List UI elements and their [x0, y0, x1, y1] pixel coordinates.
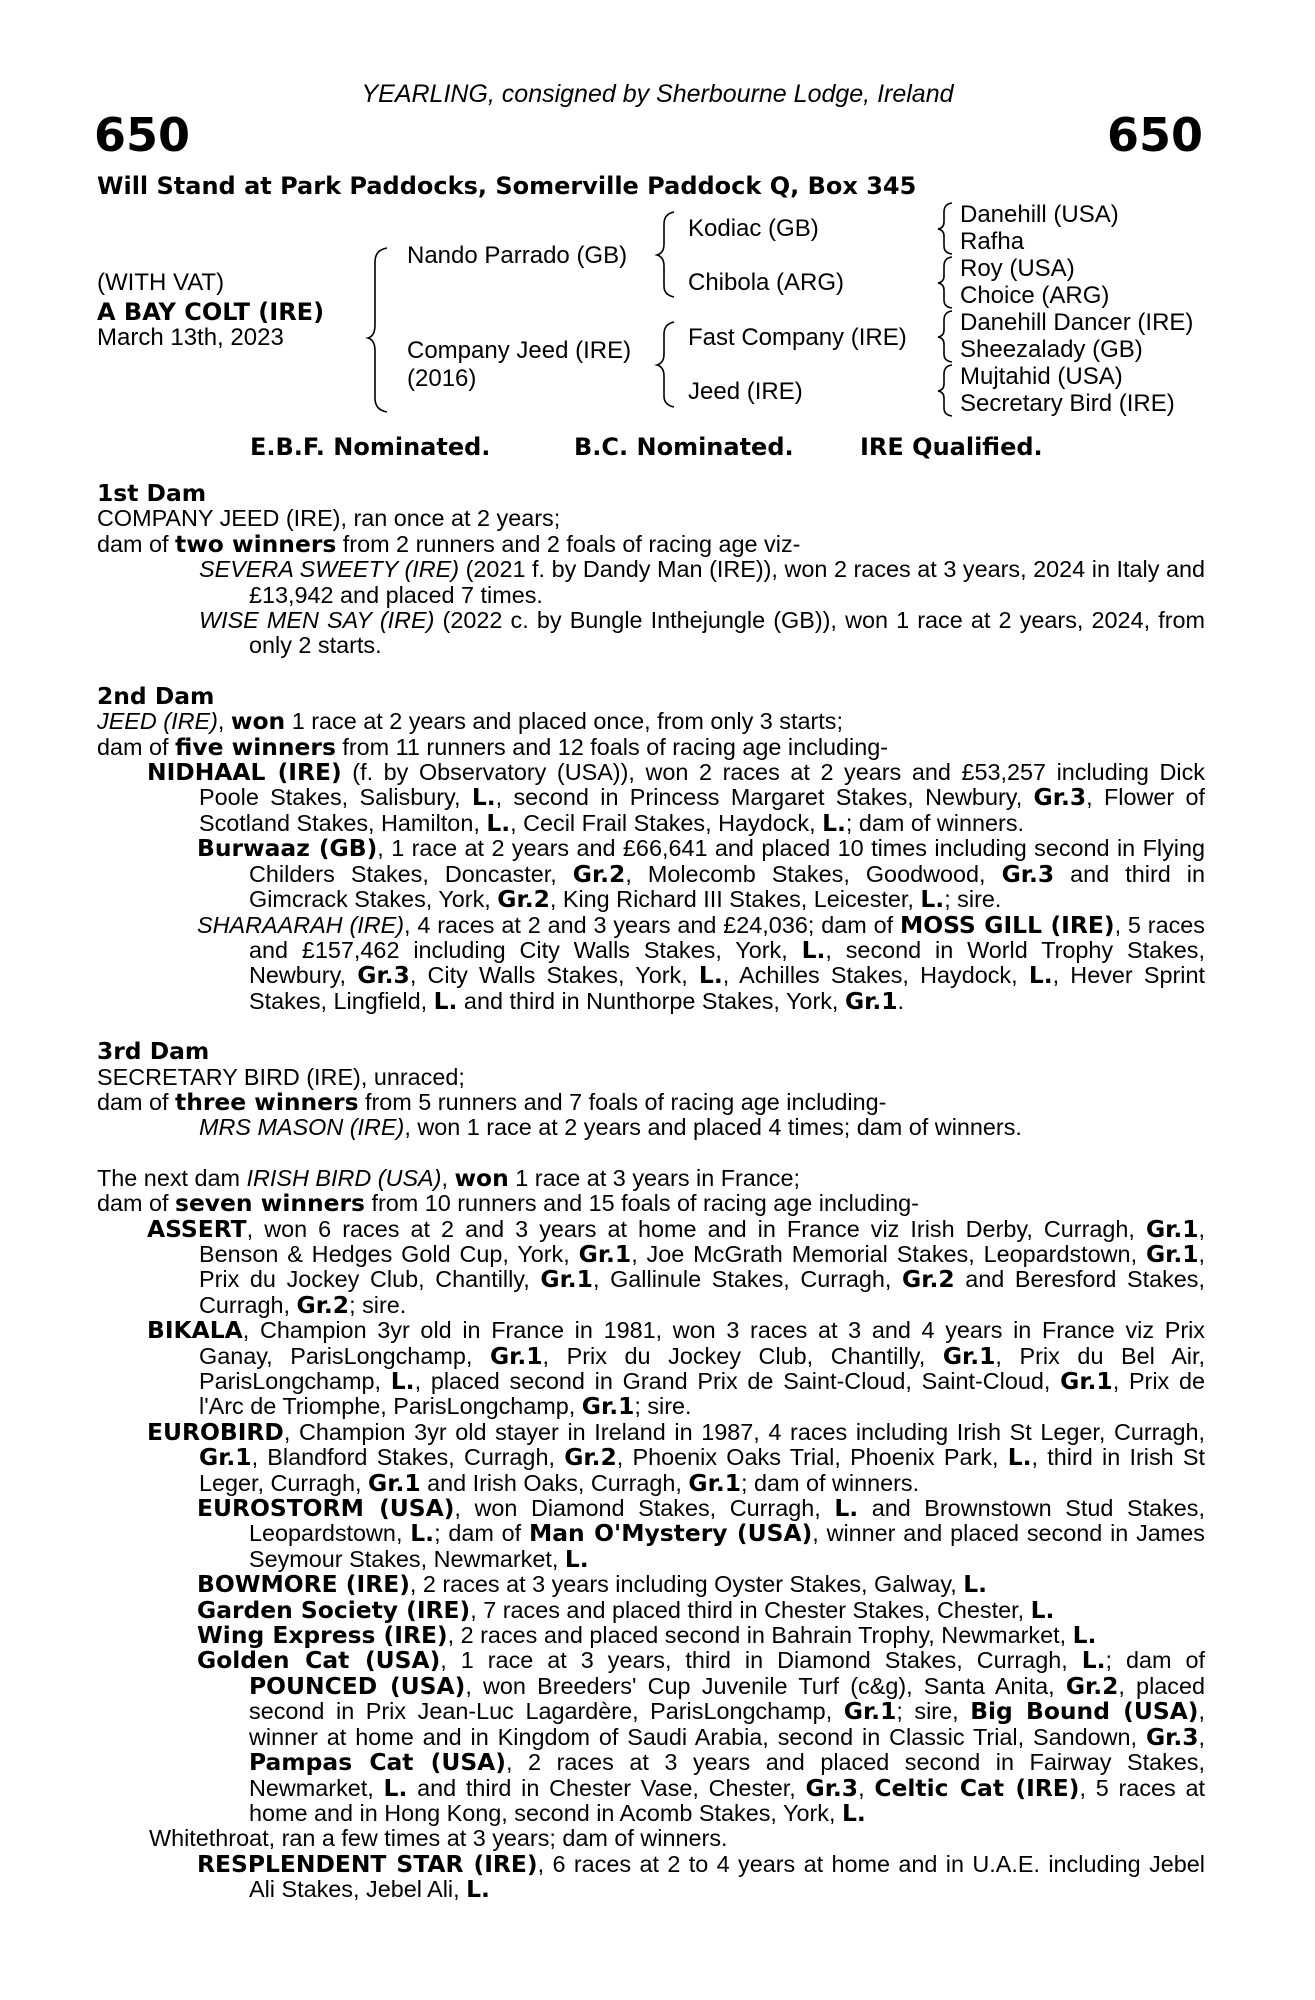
entry-nidhaal: NIDHAAL (IRE) (f. by Observatory (USA)), won 2 races at 2 years and £53,257 including Dick Poole Stakes, Salisbury, L., second in Princess Margaret Stakes, Newbury, Gr.3, Flower of Scotland Stakes, Hamilton, L., Cecil Frail Stakes, Haydock, L.; dam of winners. — [147, 758, 1205, 837]
ggp-2: Rafha — [960, 228, 1025, 255]
lot-number-right: 650 — [1106, 108, 1203, 162]
ggp-8: Secretary Bird (IRE) — [960, 390, 1175, 417]
offspring-severa-sweety: SEVERA SWEETY (IRE) (2021 f. by Dandy Man (IRE)), won 2 races at 3 years, 2024 in Italy and £13,942 and placed 7 times. — [199, 556, 1205, 608]
next-dam-line: The next dam IRISH BIRD (USA), won 1 race at 3 years in France; — [97, 1163, 801, 1192]
third-dam-line: SECRETARY BIRD (IRE), unraced; — [97, 1063, 465, 1090]
first-dam-produce: dam of two winners from 2 runners and 2 foals of racing age viz- — [97, 529, 801, 558]
catalogue-body — [97, 481, 1205, 1903]
stand-location: Will Stand at Park Paddocks, Somerville Paddock Q, Box 345 — [97, 172, 917, 200]
ggp-1: Danehill (USA) — [960, 201, 1119, 228]
ggp-6: Sheezalady (GB) — [960, 336, 1143, 363]
second-dam-heading: 2nd Dam — [97, 681, 215, 710]
vat-label: (WITH VAT) — [97, 269, 225, 296]
entry-eurostorm: EUROSTORM (USA), won Diamond Stakes, Curragh, L. and Brownstown Stud Stakes, Leopardstown, L.; dam of Man O'Mystery (USA), winner and placed second in James Seymour Stakes, Newmarket, L. — [197, 1494, 1205, 1573]
second-dam-line: JEED (IRE), won 1 race at 2 years and placed once, from only 3 starts; — [97, 707, 843, 736]
next-dam-produce: dam of seven winners from 10 runners and 15 foals of racing age including- — [97, 1189, 919, 1218]
lot-number-left: 650 — [94, 108, 191, 162]
entry-resplendent-star: RESPLENDENT STAR (IRE), 6 races at 2 to 4 years at home and in U.A.E. including Jebel Ali Stakes, Jebel Ali, L. — [197, 1849, 1205, 1904]
first-dam-heading: 1st Dam — [97, 479, 207, 507]
foaled-date: March 13th, 2023 — [97, 324, 284, 351]
dam-sire: Fast Company (IRE) — [688, 324, 907, 351]
third-dam-produce: dam of three winners from 5 runners and 7 foals of racing age including- — [97, 1087, 887, 1116]
ebf-nomination: E.B.F. Nominated. — [250, 433, 491, 461]
entry-assert: ASSERT, won 6 races at 2 and 3 years at home and in France viz Irish Derby, Curragh, Gr.1, Benson & Hedges Gold Cup, York, Gr.1, Joe McGrath Memorial Stakes, Leopardstown, Gr.1, Prix du Jockey Club, Chantilly, Gr.1, Gallinule Stakes, Curragh, Gr.2 and Beresford Stakes, Curragh, Gr.2; sire. — [147, 1214, 1205, 1319]
entry-wing-express: Wing Express (IRE), 2 races and placed second in Bahrain Trophy, Newmarket, L. — [197, 1621, 1097, 1650]
entry-eurobird: EUROBIRD, Champion 3yr old stayer in Ireland in 1987, 4 races including Irish St Leger, Curragh, Gr.1, Blandford Stakes, Curragh, Gr.2, Phoenix Oaks Trial, Phoenix Park, L., third in Irish St Leger, Curragh, Gr.1 and Irish Oaks, Curragh, Gr.1; dam of winners. — [147, 1417, 1205, 1497]
first-dam-line: COMPANY JEED (IRE), ran once at 2 years; — [97, 505, 561, 532]
ggp-7: Mujtahid (USA) — [960, 363, 1123, 390]
sire-sire: Kodiac (GB) — [688, 215, 819, 242]
ggp-3: Roy (USA) — [960, 255, 1075, 282]
entry-burwaaz: Burwaaz (GB), 1 race at 2 years and £66,641 and placed 10 times including second in Flying Childers Stakes, Doncaster, Gr.2, Molecomb Stakes, Goodwood, Gr.3 and third in Gimcrack Stakes, York, Gr.2, King Richard III Stakes, Leicester, L.; sire. — [197, 834, 1205, 914]
entry-golden-cat: Golden Cat (USA), 1 race at 3 years, third in Diamond Stakes, Curragh, L.; dam of POUNCED (USA), won Breeders' Cup Juvenile Turf (c&g), Santa Anita, Gr.2, placed second in Prix Jean-Luc Lagardère, ParisLongchamp, Gr.1; sire, Big Bound (USA), winner at home and in Kingdom of Saudi Arabia, second in Classic Trial, Sandown, Gr.3, Pampas Cat (USA), 2 races at 3 years and placed second in Fairway Stakes, Newmarket, L. and third in Chester Vase, Chester, Gr.3, Celtic Cat (IRE), 5 races at home and in Hong Kong, second in Acomb Stakes, York, L. — [197, 1646, 1205, 1827]
dam-year: (2016) — [407, 365, 477, 392]
dam-dam: Jeed (IRE) — [688, 378, 803, 405]
entry-sharaarah: SHARAARAH (IRE), 4 races at 2 and 3 years and £24,036; dam of MOSS GILL (IRE), 5 races and £157,462 including City Walls Stakes, York, L., second in World Trophy Stakes, Newbury, Gr.3, City Walls Stakes, York, L., Achilles Stakes, Haydock, L., Hever Sprint Stakes, Lingfield, L. and third in Nunthorpe Stakes, York, Gr.1. — [197, 910, 1205, 1015]
entry-garden-society: Garden Society (IRE), 7 races and placed third in Chester Stakes, Chester, L. — [197, 1595, 1055, 1624]
sire-name: Nando Parrado (GB) — [407, 242, 628, 269]
entry-mrs-mason: MRS MASON (IRE), won 1 race at 2 years and placed 4 times; dam of winners. — [199, 1114, 1022, 1141]
dam-name: Company Jeed (IRE) — [407, 337, 632, 364]
third-dam-heading: 3rd Dam — [97, 1037, 210, 1066]
consignment-line: YEARLING, consigned by Sherbourne Lodge, Ireland — [361, 80, 954, 108]
ggp-4: Choice (ARG) — [960, 282, 1110, 309]
entry-bikala: BIKALA, Champion 3yr old in France in 1981, won 3 races at 3 and 4 years in France viz Prix Ganay, ParisLongchamp, Gr.1, Prix du Jockey Club, Chantilly, Gr.1, Prix du Bel Air, ParisLongchamp, L., placed second in Grand Prix de Saint-Cloud, Saint-Cloud, Gr.1, Prix de l'Arc de Triomphe, ParisLongchamp, Gr.1; sire. — [147, 1316, 1206, 1421]
entry-bowmore: BOWMORE (IRE), 2 races at 3 years including Oyster Stakes, Galway, L. — [197, 1570, 988, 1599]
horse-name: A BAY COLT (IRE) — [97, 298, 325, 326]
offspring-wise-men-say: WISE MEN SAY (IRE) (2022 c. by Bungle Inthejungle (GB)), won 1 race at 2 years, 2024, from only 2 starts. — [199, 607, 1205, 659]
ire-qualified: IRE Qualified. — [860, 433, 1043, 461]
entry-whitethroat: Whitethroat, ran a few times at 3 years; dam of winners. — [149, 1825, 728, 1852]
sire-dam: Chibola (ARG) — [688, 269, 845, 296]
ggp-5: Danehill Dancer (IRE) — [960, 309, 1194, 336]
second-dam-produce: dam of five winners from 11 runners and 12 foals of racing age including- — [97, 732, 889, 761]
bc-nomination: B.C. Nominated. — [574, 433, 794, 461]
